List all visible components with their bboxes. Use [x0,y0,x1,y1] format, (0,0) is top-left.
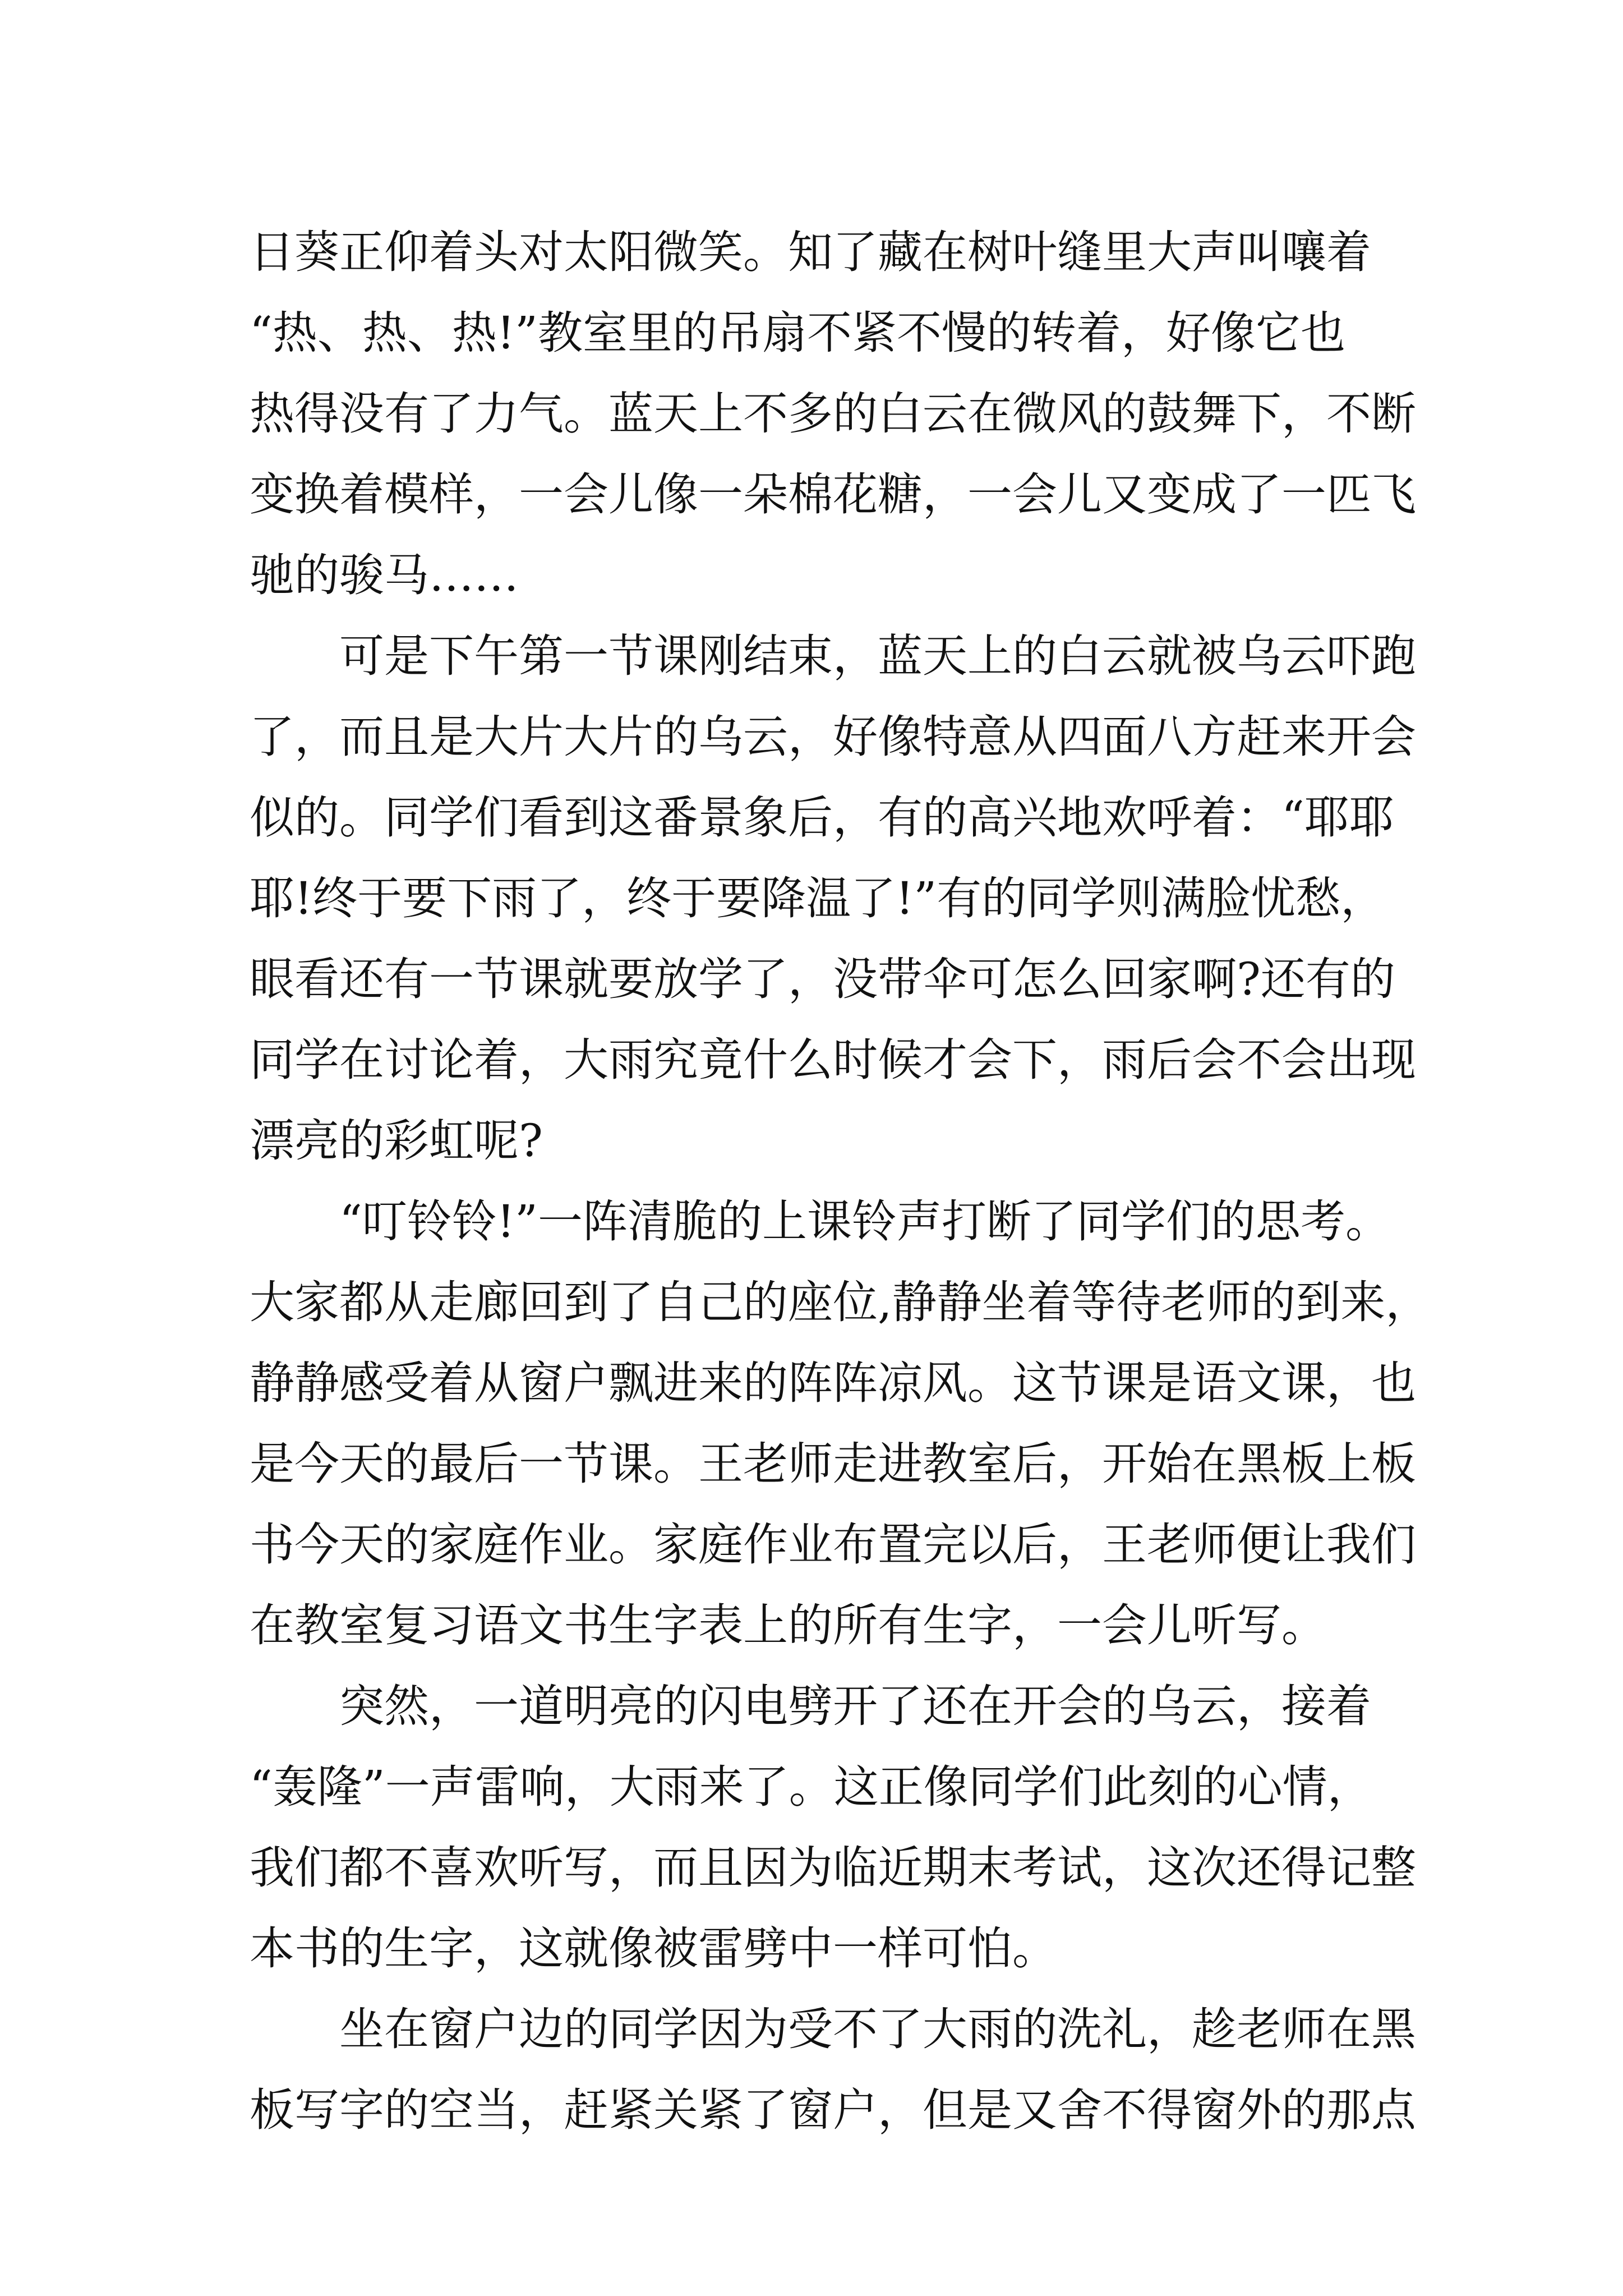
text-line: 大家都从走廊回到了自己的座位,静静坐着等待老师的到来， [250,1276,1431,1328]
text-line: 同学在讨论着，大雨究竟什么时候才会下，雨后会不会出现 [250,1034,1416,1086]
text-line: 了，而且是大片大片的乌云，好像特意从四面八方赶来开会 [250,711,1416,763]
text-line: 变换着模样，一会儿像一朵棉花糖，一会儿又变成了一匹飞 [250,468,1416,521]
paragraph-start-line: 突然，一道明亮的闪电劈开了还在开会的乌云，接着 [339,1680,1371,1732]
text-line: 驰的骏马…… [250,549,519,601]
text-line: 热得没有了力气。蓝天上不多的白云在微风的鼓舞下，不断 [250,388,1416,440]
body-text [250,212,1431,2151]
text-line: 似的。同学们看到这番景象后，有的高兴地欢呼着：“耶耶 [250,792,1394,844]
text-line: 板写字的空当，赶紧关紧了窗户，但是又舍不得窗外的那点 [250,2084,1416,2136]
text-line: “轰隆”一声雷响，大雨来了。这正像同学们此刻的心情， [250,1761,1372,1813]
text-line: “热、热、热!”教室里的吊扇不紧不慢的转着，好像它也 [250,307,1345,359]
text-line: 书今天的家庭作业。家庭作业布置完以后，王老师便让我们 [250,1519,1416,1571]
paragraph-start-line: 可是下午第一节课刚结束，蓝天上的白云就被乌云吓跑 [339,630,1416,682]
text-line: 漂亮的彩虹呢? [250,1115,543,1167]
paragraph-start-line: 坐在窗户边的同学因为受不了大雨的洗礼，趁老师在黑 [339,2003,1416,2055]
text-line: 本书的生字，这就像被雷劈中一样可怕。 [250,1922,1057,1975]
text-line: 我们都不喜欢听写，而且因为临近期末考试，这次还得记整 [250,1842,1416,1894]
text-line: 耶!终于要下雨了，终于要降温了!”有的同学则满脸忧愁， [250,872,1386,924]
text-line: 眼看还有一节课就要放学了，没带伞可怎么回家啊?还有的 [250,953,1395,1005]
text-line: 静静感受着从窗户飘进来的阵阵凉风。这节课是语文课，也 [250,1357,1416,1409]
paragraph-start-line: “叮铃铃!”一阵清脆的上课铃声打断了同学们的思考。 [339,1195,1390,1248]
text-line: 日葵正仰着头对太阳微笑。知了藏在树叶缝里大声叫嚷着 [250,226,1371,278]
text-line: 在教室复习语文书生字表上的所有生字，一会儿听写。 [250,1599,1326,1651]
text-line: 是今天的最后一节课。王老师走进教室后，开始在黑板上板 [250,1438,1416,1490]
